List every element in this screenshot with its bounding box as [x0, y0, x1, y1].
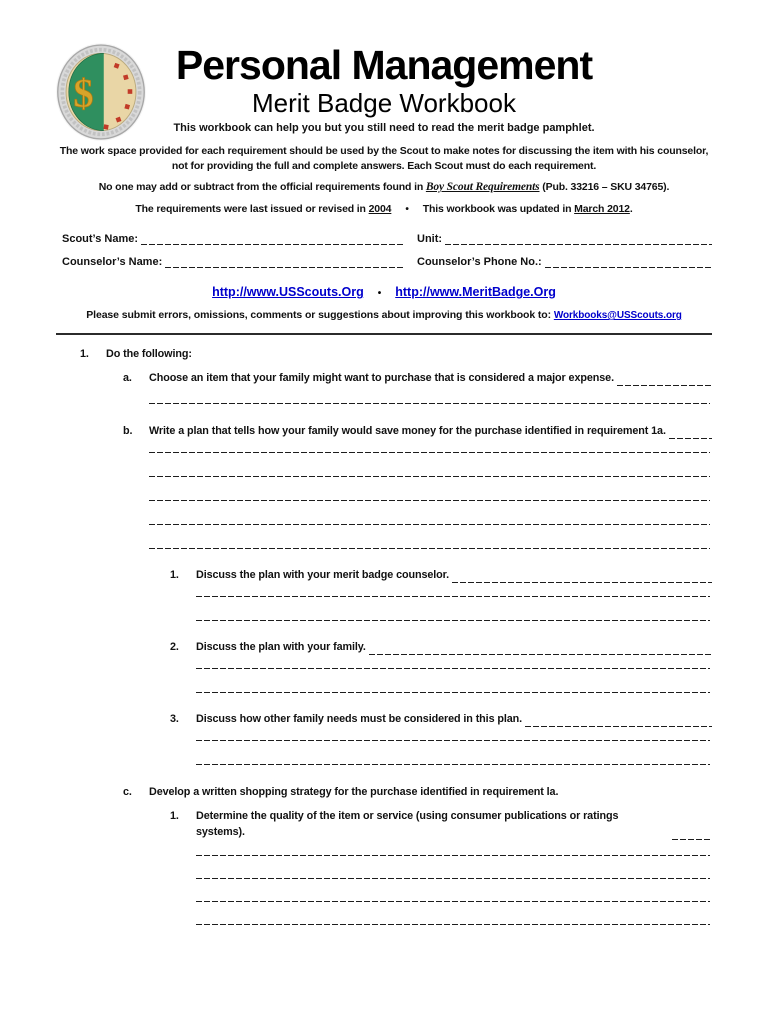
- workbooks-email-link[interactable]: Workbooks@USScouts.org: [553, 310, 682, 321]
- counselor-phone-label: Counselor’s Phone No.:: [417, 256, 542, 268]
- scout-name-field: [62, 233, 403, 245]
- updated-suffix: .: [629, 203, 633, 215]
- form-row: [56, 233, 712, 245]
- answer-line: [196, 924, 710, 925]
- requirement-1c-sub1: [56, 808, 712, 840]
- bullet-separator: •: [405, 204, 409, 215]
- requirement-number: b.: [123, 425, 133, 437]
- merit-badge-image: [55, 42, 147, 142]
- workspace-note: The work space provided for each requirement should be used by the Scout to make notes for discussing the item with his counselor, not for providing the full and complete answers. Each Scout must do each requirement.: [59, 145, 709, 172]
- answer-line: [196, 668, 710, 669]
- unit-field: [417, 233, 712, 245]
- requirement-text: Discuss the plan with your merit badge counselor.: [196, 569, 450, 581]
- requirement-1b-sub3: [56, 711, 712, 727]
- answer-line: [149, 403, 710, 404]
- scout-name-blank: [141, 234, 403, 245]
- answer-line: [149, 500, 710, 501]
- requirement-number: 1.: [80, 348, 89, 360]
- revised-prefix: The requirements were last issued or revised in: [135, 203, 369, 215]
- requirement-number: 1.: [170, 810, 179, 822]
- boy-scout-requirements-title: Boy Scout Requirements: [425, 181, 540, 193]
- counselor-name-field: [62, 256, 403, 268]
- header: [0, 0, 768, 135]
- scout-name-label: Scout’s Name:: [62, 233, 139, 245]
- answer-line: [149, 548, 710, 549]
- inline-answer-blank: [617, 375, 712, 386]
- official-requirements-note: [56, 180, 712, 195]
- requirement-text: Choose an item that your family might want to purchase that is considered a major expense.: [149, 372, 614, 384]
- badge-dollar-symbol: $: [73, 70, 94, 116]
- requirement-1b-sub1: [56, 567, 712, 583]
- unit-blank: [445, 234, 712, 245]
- answer-line: [149, 452, 710, 453]
- requirements-section: [56, 346, 712, 925]
- inline-answer-blank: [525, 716, 712, 727]
- requirement-1a: [56, 370, 712, 386]
- no-one-prefix: No one may add or subtract from the official requirements found in: [98, 181, 426, 193]
- answer-line: [196, 855, 710, 856]
- requirement-text: Discuss how other family needs must be considered in this plan.: [196, 713, 523, 725]
- unit-label: Unit:: [417, 233, 443, 245]
- inline-answer-blank: [669, 428, 712, 439]
- answer-line: [196, 596, 710, 597]
- no-one-suffix: (Pub. 33216 – SKU 34765).: [539, 181, 670, 193]
- requirement-number: c.: [123, 786, 132, 798]
- answer-line: [196, 740, 710, 741]
- revision-note: [56, 202, 712, 217]
- requirement-1b: [56, 423, 712, 439]
- requirement-text: Do the following:: [106, 348, 192, 360]
- requirement-number: a.: [123, 372, 132, 384]
- usscouts-link[interactable]: http://www.USScouts.Org: [212, 285, 364, 299]
- form-row: [56, 256, 712, 268]
- requirement-number: 1.: [170, 569, 179, 581]
- meritbadge-link[interactable]: http://www.MeritBadge.Org: [395, 285, 556, 299]
- answer-line: [196, 878, 710, 879]
- requirement-text: Determine the quality of the item or service (using consumer publications or ratings systems).: [196, 810, 619, 838]
- inline-answer-blank: [672, 829, 712, 840]
- answer-line: [149, 476, 710, 477]
- answer-line: [149, 524, 710, 525]
- answer-line: [196, 692, 710, 693]
- requirement-text: Discuss the plan with your family.: [196, 641, 366, 653]
- updated-date: March 2012: [574, 203, 630, 215]
- counselor-phone-field: [417, 256, 712, 268]
- inline-answer-blank: [452, 572, 712, 583]
- section-divider: [56, 333, 712, 335]
- updated-prefix: This workbook was updated in: [422, 203, 575, 215]
- counselor-name-label: Counselor’s Name:: [62, 256, 163, 268]
- submit-note: [56, 309, 712, 321]
- revised-year: 2004: [368, 203, 392, 215]
- page-subtitle: Merit Badge Workbook: [252, 88, 516, 118]
- requirement-text: Develop a written shopping strategy for the purchase identified in requirement la.: [149, 786, 559, 798]
- requirement-1c: [56, 784, 712, 800]
- answer-line: [196, 901, 710, 902]
- pamphlet-note: This workbook can help you but you still need to read the merit badge pamphlet.: [173, 122, 595, 134]
- submit-prefix: Please submit errors, omissions, comments or suggestions about improving this workbook to:: [86, 309, 554, 321]
- answer-line: [196, 620, 710, 621]
- merit-badge-graphic: [55, 42, 147, 142]
- inline-answer-blank: [369, 644, 712, 655]
- requirement-1b-sub2: [56, 639, 712, 655]
- counselor-name-blank: [165, 257, 403, 268]
- requirement-number: 3.: [170, 713, 179, 725]
- identification-form: [56, 233, 712, 268]
- requirement-number: 2.: [170, 641, 179, 653]
- page-title: Personal Management: [175, 42, 593, 88]
- requirement-text: Write a plan that tells how your family would save money for the purchase identified in requirement 1a.: [149, 425, 666, 437]
- requirement-1: [56, 346, 712, 362]
- answer-line: [196, 764, 710, 765]
- website-links: [56, 285, 712, 299]
- bullet-separator: •: [377, 288, 382, 299]
- counselor-phone-blank: [545, 257, 712, 268]
